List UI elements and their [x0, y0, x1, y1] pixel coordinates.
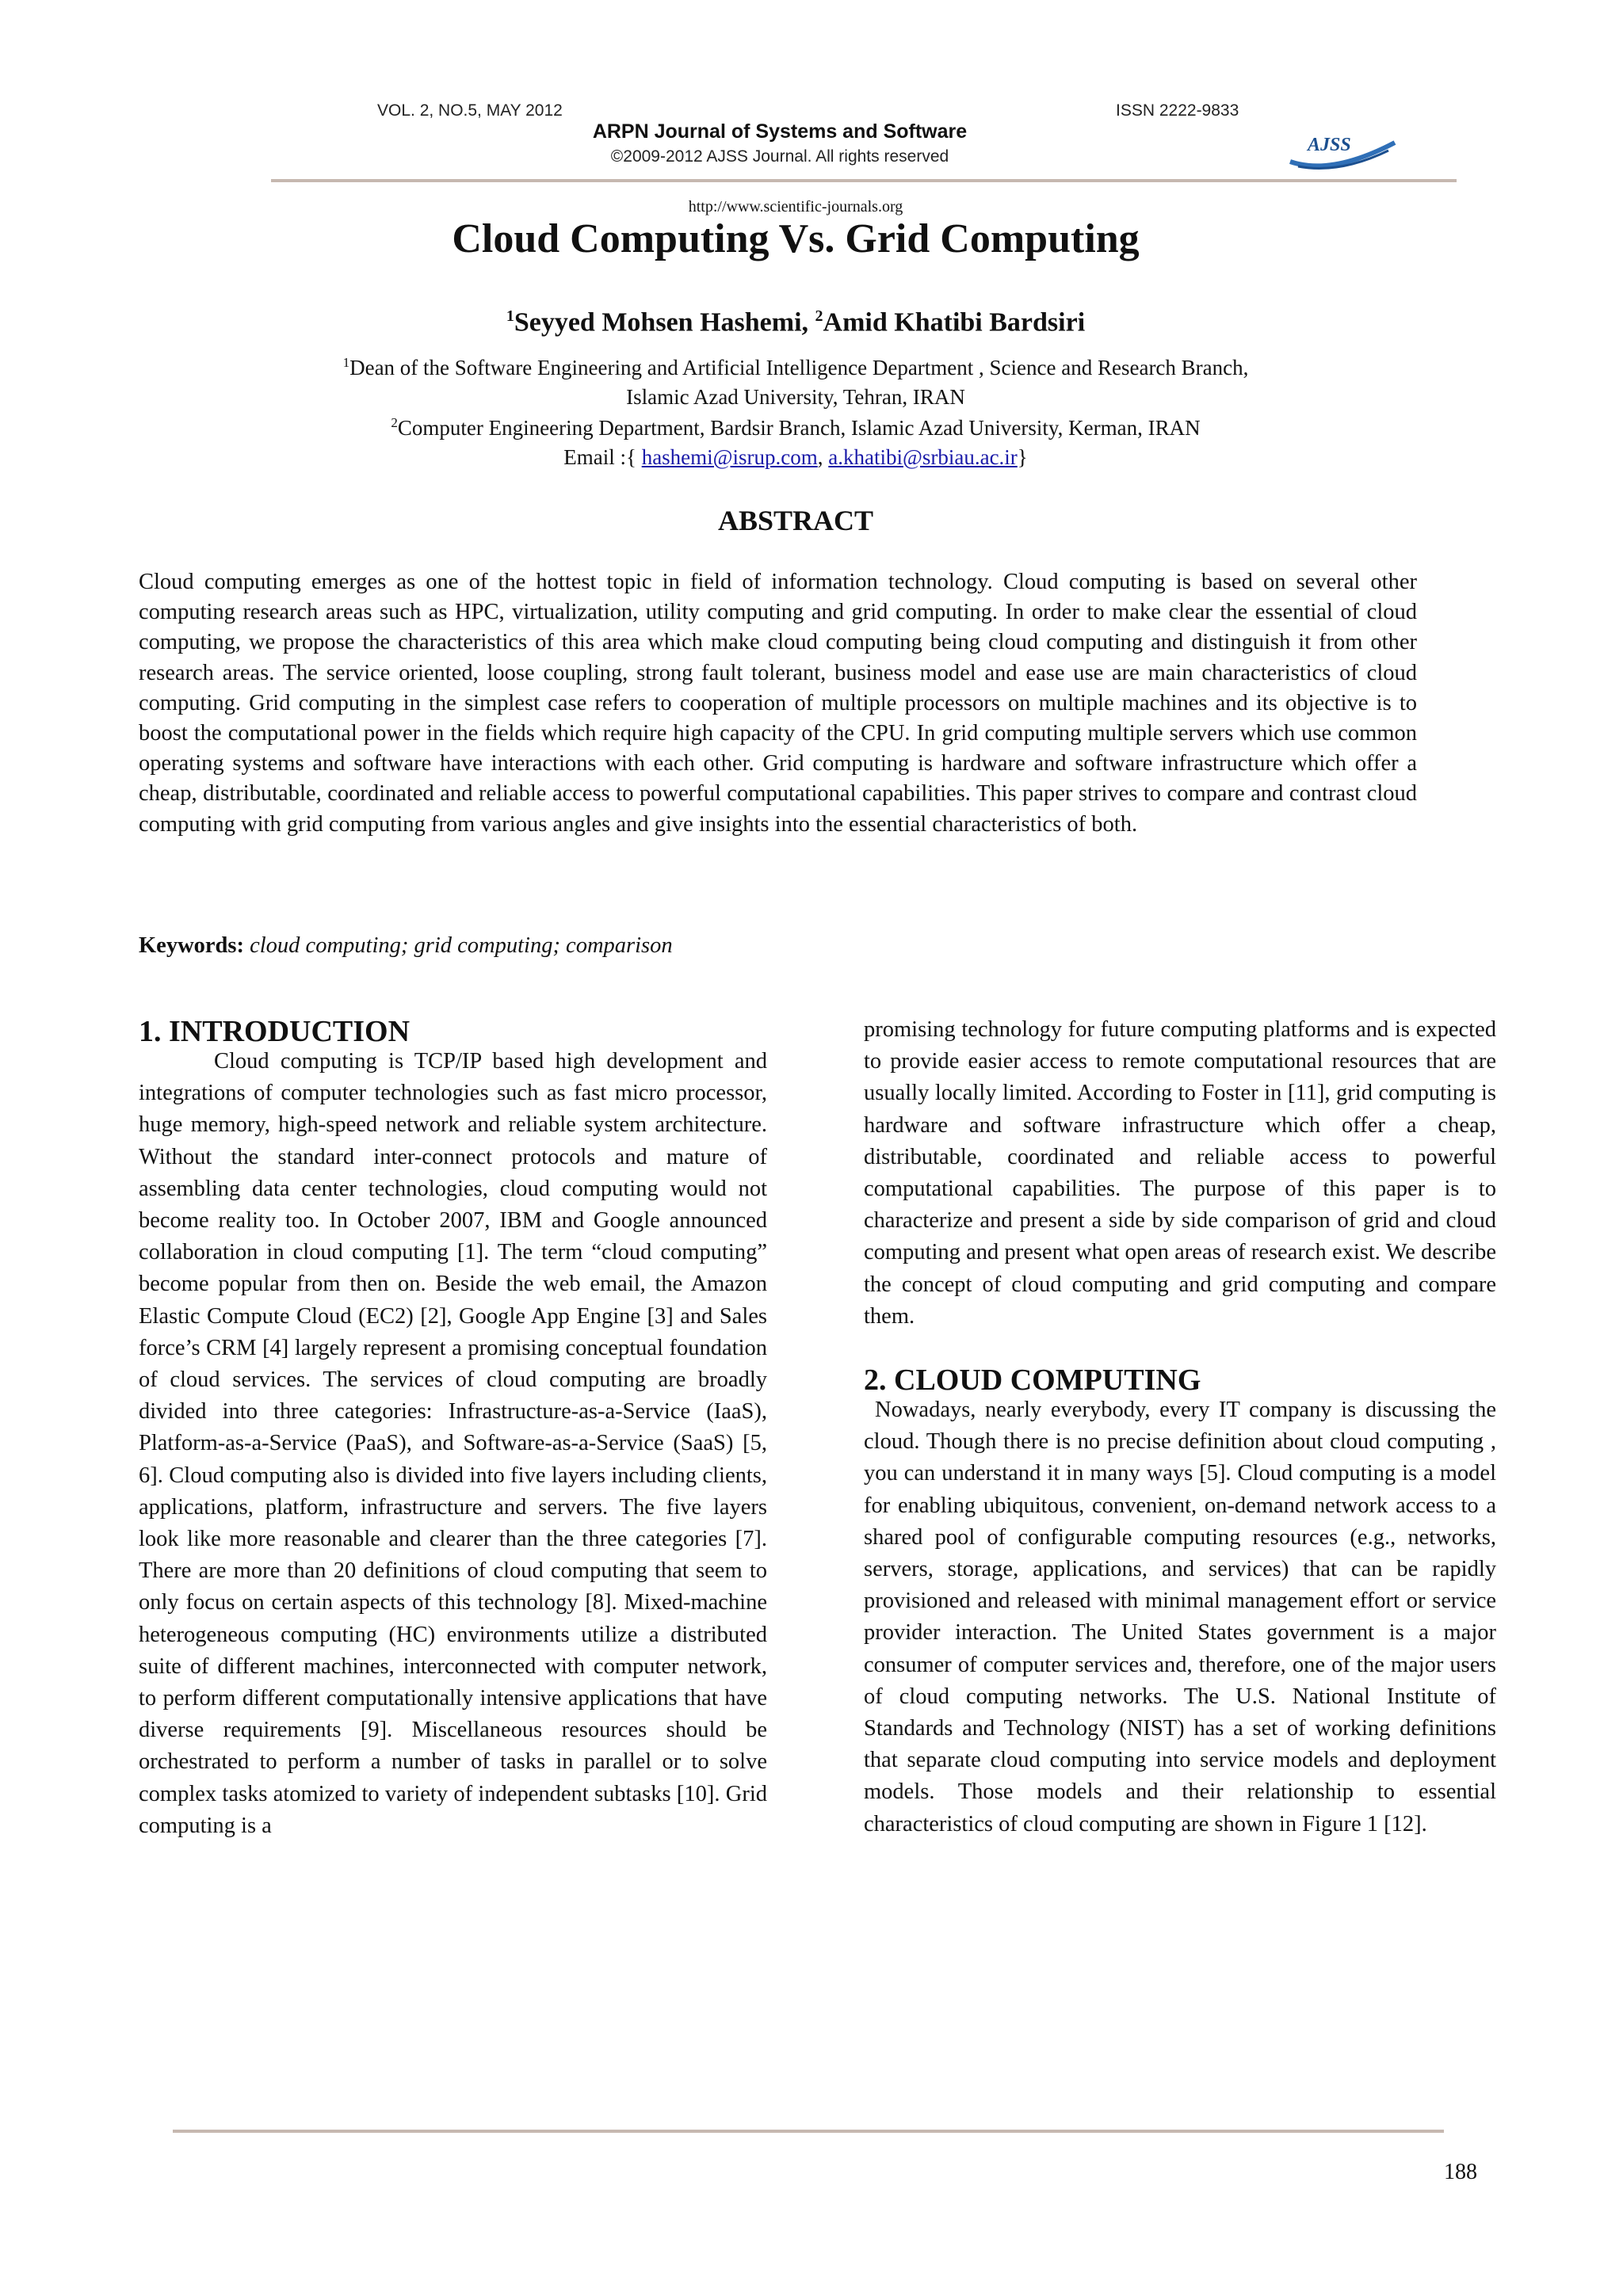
email-link-1[interactable]: hashemi@isrup.com — [641, 445, 818, 469]
authors — [0, 307, 1607, 338]
affiliation1-text: Dean of the Software Engineering and Artificial Intelligence Department , Science and Research Branch, — [349, 356, 1249, 379]
abstract-text: Cloud computing emerges as one of the hottest topic in field of information technology. Cloud computing is based on several other computing research areas such as HPC, virtualization, utility computing and grid computing. In order to make clear the essential of cloud computing, we propose the characteristics of this area which make cloud computing being cloud computing and distinguish it from other research areas. The service oriented, loose coupling, strong fault tolerant, business model and ease use are main characteristics of cloud computing. Grid computing in the simplest case refers to cooperation of multiple processors on multiple machines and its objective is to boost the computational power in the fields which require high capacity of the CPU. In grid computing multiple servers which use common operating systems and software have interactions with each other. Grid computing is hardware and software infrastructure which offer a cheap, distributable, coordinated and reliable access to powerful computational capabilities. This paper strives to compare and contrast cloud computing with grid computing from various angles and give insights into the essential characteristics of both. — [139, 570, 1417, 837]
copyright: ©2009-2012 AJSS Journal. All rights reserved — [610, 147, 949, 166]
keywords-label: Keywords: — [139, 933, 244, 958]
footer-rule — [173, 2130, 1444, 2133]
header-rule — [271, 179, 1457, 182]
affiliation1-line1 — [0, 355, 1607, 380]
author1-name: Seyyed Mohsen Hashemi, — [514, 307, 809, 338]
ajss-logo — [1284, 127, 1403, 174]
email-line — [0, 445, 1607, 470]
email-link-2[interactable]: a.khatibi@srbiau.ac.ir — [828, 445, 1018, 469]
intro-heading: 1. INTRODUCTION — [139, 1015, 411, 1048]
issn: ISSN 2222-9833 — [1116, 101, 1239, 120]
cloud-text: Nowadays, nearly everybody, every IT company is discussing the cloud. Though there is no precise definition about cloud computing , you can understand it in many ways [5]. Cloud computing is a model for enabling ubiquitous, convenient, on-demand network access to a shared pool of configurable computing resources (e.g., networks, servers, storage, applications, and services) that can be rapidly provisioned and released with minimal management effort or service provider interaction. The United States government is a major consumer of computer services and, therefore, one of the major users of cloud computing networks. The U.S. National Institute of Standards and Technology (NIST) has a set of working definitions that separate cloud computing into service models and deployment models. Those models and their relationship to essential characteristics of cloud computing are shown in Figure 1 [12]. — [864, 1398, 1496, 1836]
author1-sup: 1 — [506, 307, 514, 325]
email-separator: , — [817, 445, 829, 469]
right-column — [864, 1014, 1496, 1840]
author2-name: Amid Khatibi Bardsiri — [823, 307, 1086, 338]
abstract-heading: ABSTRACT — [717, 505, 874, 536]
volume-info: VOL. 2, NO.5, MAY 2012 — [377, 101, 563, 120]
journal-url[interactable]: http://www.scientific-journals.org — [688, 198, 903, 215]
keywords-text: cloud computing; grid computing; comparison — [250, 933, 673, 958]
page-number: 188 — [1444, 2160, 1477, 2184]
author2-sup: 2 — [815, 307, 823, 325]
keywords — [139, 933, 673, 959]
email-end: } — [1017, 445, 1028, 469]
intro-text: Cloud computing is TCP/IP based high development and integrations of computer technologies such as fast micro processor, huge memory, high-speed network and reliable system architecture. Without the standard inter-connect protocols and mature of assembling data center technologies, cloud computing would not become reality too. In October 2007, IBM and Google announced collaboration in cloud computing [1]. The term “cloud computing” become popular from then on. Beside the web email, the Amazon Elastic Compute Cloud (EC2) [2], Google App Engine [3] and Sales force’s CRM [4] largely represent a promising conceptual foundation of cloud services. The services of cloud computing are broadly divided into three categories: Infrastructure-as-a-Service (IaaS), Platform-as-a-Service (PaaS), and Software-as-a-Service (SaaS) [5, 6]. Cloud computing also is divided into five layers including clients, applications, platform, infrastructure and servers. The five layers look like more reasonable and clearer than the three categories [7]. There are more than 20 definitions of cloud computing that seem to only focus on certain aspects of this technology [8]. Mixed-machine heterogeneous computing (HC) environments utilize a distributed suite of different machines, interconnected with computer network, to perform different computationally intensive applications that have diverse requirements [9]. Miscellaneous resources should be orchestrated to perform a number of tasks in parallel or to solve complex tasks atomized to variety of independent subtasks [10]. Grid computing is a — [139, 1049, 767, 1838]
affiliation2-sup: 2 — [391, 415, 398, 430]
logo-text: AJSS — [1308, 135, 1351, 155]
affiliation2-text: Computer Engineering Department, Bardsir Branch, Islamic Azad University, Kerman, IRAN — [397, 416, 1201, 440]
affiliation1-sup: 1 — [342, 355, 350, 370]
journal-name: ARPN Journal of Systems and Software — [592, 120, 968, 143]
intro-continuation: promising technology for future computing platforms and is expected to provide easier access to remote computational resources that are usually locally limited. According to Foster in [11], grid computing is hardware and software infrastructure which offer a cheap, distributable, coordinated and reliable access to powerful computational capabilities. The purpose of this paper is to characterize and present a side by side comparison of grid and cloud computing and present what open areas of research exist. We describe the concept of cloud computing and grid computing and compare them. — [864, 1017, 1496, 1329]
affiliation1-line2: Islamic Azad University, Tehran, IRAN — [626, 385, 965, 409]
cloud-heading: 2. CLOUD COMPUTING — [864, 1363, 1201, 1398]
affiliation2 — [0, 415, 1607, 441]
paper-title: Cloud Computing Vs. Grid Computing — [452, 216, 1140, 261]
email-label: Email :{ — [563, 445, 642, 469]
intro-section — [139, 1014, 767, 1842]
